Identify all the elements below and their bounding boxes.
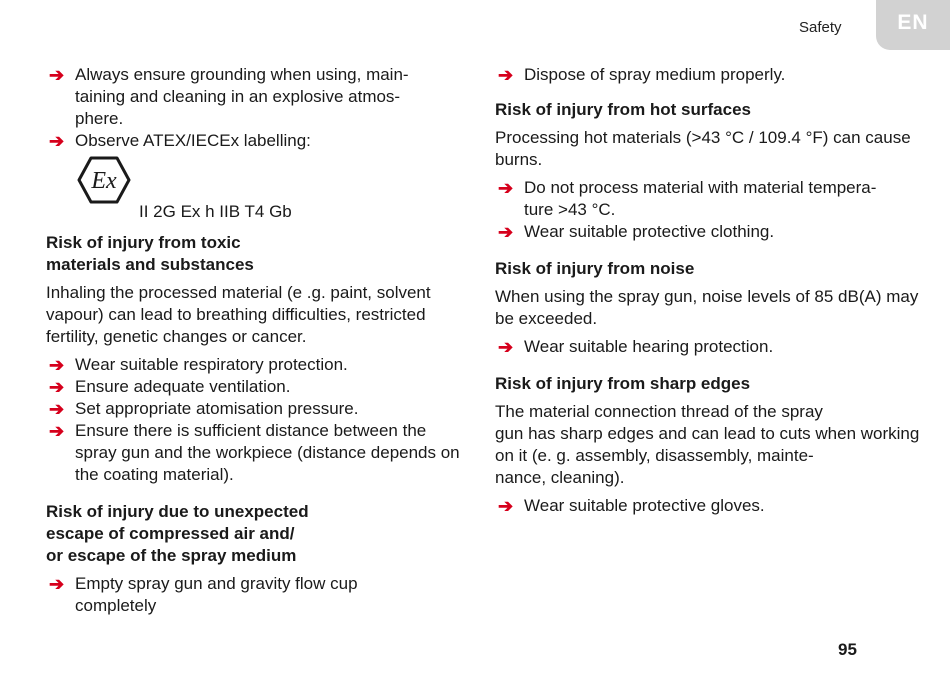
red-arrow-icon: ➔ xyxy=(498,65,514,85)
bullet-item xyxy=(46,398,471,420)
section-noise xyxy=(495,258,920,358)
section-sharp-edges xyxy=(495,373,920,517)
bullet-text: Wear suitable protective gloves. xyxy=(524,496,765,515)
section-text: When using the spray gun, noise levels of 85 dB(A) may be exceeded. xyxy=(495,287,919,328)
header-section-title: Safety xyxy=(799,19,842,36)
bullet-item xyxy=(46,64,471,130)
bullet-text: Dispose of spray medium properly. xyxy=(524,65,786,84)
red-arrow-icon: ➔ xyxy=(49,421,65,441)
section-compressed-air xyxy=(46,501,471,617)
red-arrow-icon: ➔ xyxy=(498,496,514,516)
red-arrow-icon: ➔ xyxy=(49,399,65,419)
bullet-item xyxy=(46,376,471,398)
atex-marking xyxy=(77,156,471,226)
red-arrow-icon: ➔ xyxy=(498,178,514,198)
section-heading: Risk of injury due to unexpected escape of compressed air and/ or escape of the spray medium xyxy=(46,502,309,565)
bullet-text: Ensure there is sufficient distance between the spray gun and the workpiece (distance depends on the coating material). xyxy=(75,421,460,484)
red-arrow-icon: ➔ xyxy=(49,131,65,151)
red-arrow-icon: ➔ xyxy=(49,355,65,375)
bullet-text: Wear suitable hearing protection. xyxy=(524,337,774,356)
red-arrow-icon: ➔ xyxy=(49,574,65,594)
section-text: Processing hot materials (>43 °C / 109.4 °F) can cause burns. xyxy=(495,128,911,169)
red-arrow-icon: ➔ xyxy=(498,222,514,242)
bullet-text: Empty spray gun and gravity flow cup completely xyxy=(75,574,358,615)
bullet-item xyxy=(495,64,920,86)
section-text: The material connection thread of the spray gun has sharp edges and can lead to cuts when working on it (e. g. assembly, disassembly, mainte- nance, cleaning). xyxy=(495,402,920,487)
bullet-text: Do not process material with material tempera- ture >43 °C. xyxy=(524,178,877,219)
section-heading: Risk of injury from hot surfaces xyxy=(495,100,751,119)
bullet-text: Always ensure grounding when using, main- taining and cleaning in an explosive atmos- phere. xyxy=(75,65,409,128)
ex-hexagon-icon xyxy=(77,156,131,204)
bullet-item xyxy=(495,495,920,517)
bullet-text: Ensure adequate ventilation. xyxy=(75,377,291,396)
red-arrow-icon: ➔ xyxy=(49,377,65,397)
bullet-item xyxy=(495,336,920,358)
bullet-text: Observe ATEX/IECEx labelling: xyxy=(75,131,311,150)
language-tab: EN xyxy=(876,0,950,50)
bullet-item xyxy=(46,354,471,376)
svg-text:Ex: Ex xyxy=(91,168,117,194)
bullet-item xyxy=(495,221,920,243)
bullet-item xyxy=(46,130,471,152)
section-toxic xyxy=(46,232,471,486)
right-column xyxy=(495,64,920,517)
atex-code: II 2G Ex h IIB T4 Gb xyxy=(139,202,292,221)
page-number: 95 xyxy=(838,640,857,659)
bullet-text: Wear suitable protective clothing. xyxy=(524,222,775,241)
section-heading: Risk of injury from toxic materials and substances xyxy=(46,233,254,274)
bullet-item xyxy=(495,177,920,221)
section-heading: Risk of injury from sharp edges xyxy=(495,374,751,393)
section-text: Inhaling the processed material (e .g. paint, solvent vapour) can lead to breathing difficulties, restricted fertility, genetic changes or cancer. xyxy=(46,283,431,346)
bullet-item xyxy=(46,420,471,486)
red-arrow-icon: ➔ xyxy=(498,337,514,357)
left-column xyxy=(46,64,471,617)
bullet-text: Wear suitable respiratory protection. xyxy=(75,355,348,374)
section-hot-surfaces xyxy=(495,99,920,243)
section-heading: Risk of injury from noise xyxy=(495,259,695,278)
bullet-text: Set appropriate atomisation pressure. xyxy=(75,399,359,418)
bullet-item xyxy=(46,573,471,617)
red-arrow-icon: ➔ xyxy=(49,65,65,85)
